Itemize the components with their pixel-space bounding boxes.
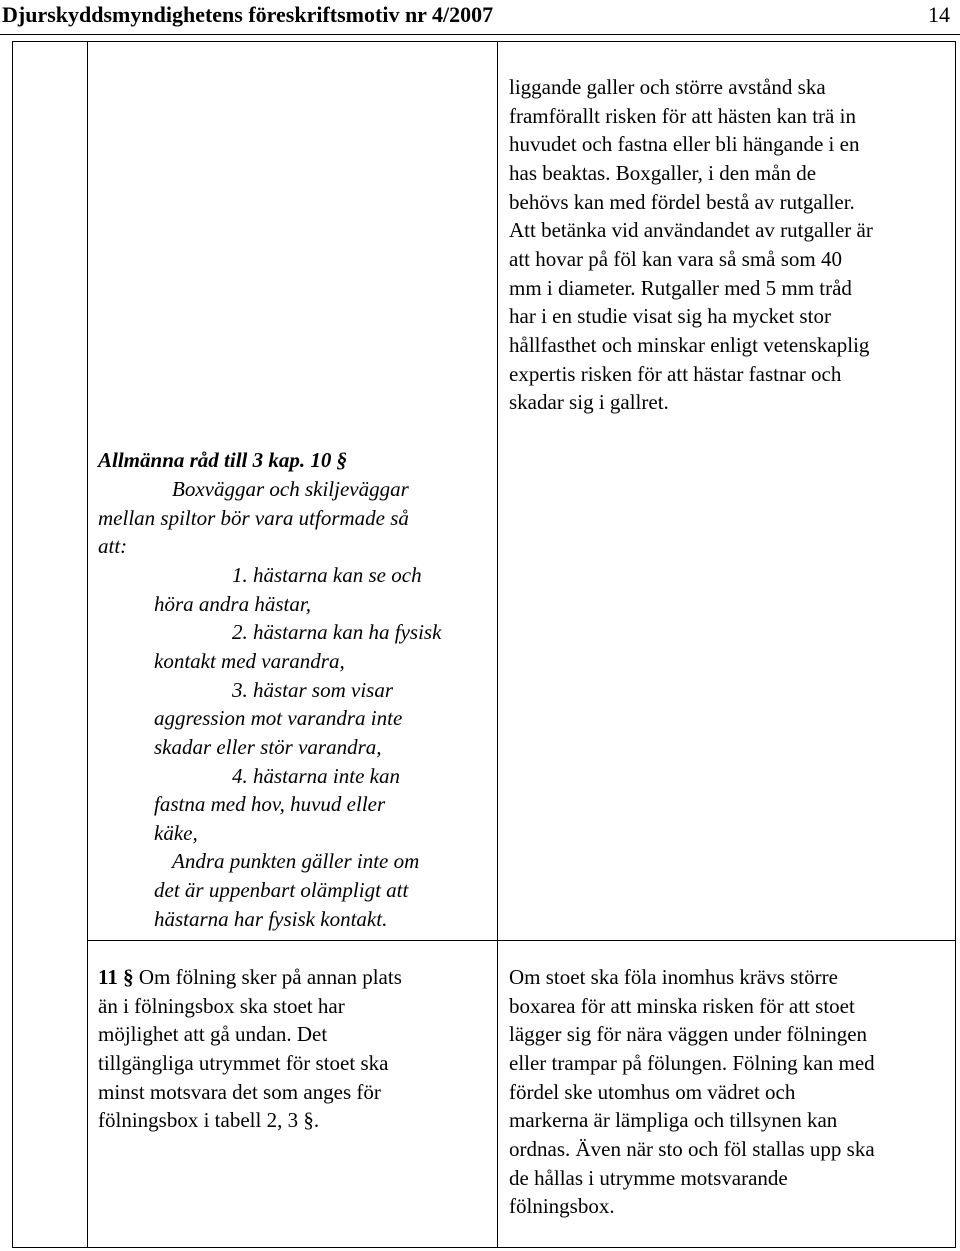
text-line: behövs kan med fördel bestå av rutgaller. — [509, 190, 855, 214]
text-line: mellan spiltor bör vara utformade så — [98, 506, 409, 530]
text-line: höra andra hästar, — [154, 592, 311, 616]
text-line: expertis risken för att hästar fastnar och — [509, 362, 842, 386]
text-line: fölningsbox. — [509, 1194, 615, 1218]
text-line: Om stoet ska föla inomhus krävs större — [509, 965, 838, 989]
text-line: att hovar på föl kan vara så små som 40 — [509, 247, 842, 271]
column-divider-left — [87, 41, 88, 1248]
text-line: has beaktas. Boxgaller, i den mån de — [509, 161, 817, 185]
text-line: minst motsvara det som anges för — [98, 1080, 381, 1104]
text-line: framförallt risken för att hästen kan trä in — [509, 104, 856, 128]
list-item: 1. hästarna kan se och — [232, 563, 422, 587]
list-item: 4. hästarna inte kan — [232, 764, 400, 788]
text-line: aggression mot varandra inte — [154, 706, 403, 730]
text-line: boxarea för att minska risken för att stoet — [509, 994, 855, 1018]
list-item: 2. hästarna kan ha fysisk — [232, 620, 442, 644]
text-line: Boxväggar och skiljeväggar — [172, 477, 409, 501]
text-line: kontakt med varandra, — [154, 649, 345, 673]
header-divider — [0, 34, 960, 35]
general-advice-heading: Allmänna råd till 3 kap. 10 § — [98, 448, 348, 472]
section-11-first-line — [98, 963, 402, 992]
document-title: Djurskyddsmyndighetens föreskriftsmotiv nr 4/2007 — [2, 2, 494, 27]
text-line: tillgängliga utrymmet för stoet ska — [98, 1051, 389, 1075]
text-line: eller trampar på fölungen. Fölning kan med — [509, 1051, 875, 1075]
column-divider-middle — [497, 41, 498, 1248]
text-line: lägger sig för nära väggen under fölningen — [509, 1022, 868, 1046]
text-line: fastna med hov, huvud eller — [154, 792, 386, 816]
text-line: ordnas. Även när sto och föl stallas upp ska — [509, 1137, 875, 1161]
text-line: hästarna har fysisk kontakt. — [154, 907, 388, 931]
text-line: skadar sig i gallret. — [509, 390, 669, 414]
section-number: 11 § — [98, 965, 134, 989]
list-item: 3. hästar som visar — [232, 678, 394, 702]
text-line: har i en studie visat sig ha mycket stor — [509, 304, 831, 328]
text-line: liggande galler och större avstånd ska — [509, 75, 826, 99]
text-line: markerna är lämpliga och tillsynen kan — [509, 1108, 838, 1132]
text-line: skadar eller stör varandra, — [154, 735, 382, 759]
text-line: huvudet och fastna eller bli hängande i en — [509, 132, 860, 156]
text-line: möjlighet att gå undan. Det — [98, 1022, 328, 1046]
text-line: käke, — [154, 821, 198, 845]
text-line: än i fölningsbox ska stoet har — [98, 994, 345, 1018]
text-line: det är uppenbart olämpligt att — [154, 878, 409, 902]
text-line: Att betänka vid användandet av rutgaller är — [509, 218, 873, 242]
text-line: de hållas i utrymme motsvarande — [509, 1166, 788, 1190]
text-line: Om fölning sker på annan plats — [138, 965, 402, 989]
text-line: Andra punkten gäller inte om — [172, 849, 420, 873]
text-line: att: — [98, 534, 128, 558]
text-line: mm i diameter. Rutgaller med 5 mm tråd — [509, 276, 852, 300]
row-divider — [87, 940, 956, 941]
page-number: 14 — [928, 2, 950, 27]
text-line: hållfasthet och minskar enligt vetenskaplig — [509, 333, 870, 357]
text-line: fördel ske utomhus om vädret och — [509, 1080, 796, 1104]
text-line: fölningsbox i tabell 2, 3 §. — [98, 1108, 320, 1132]
